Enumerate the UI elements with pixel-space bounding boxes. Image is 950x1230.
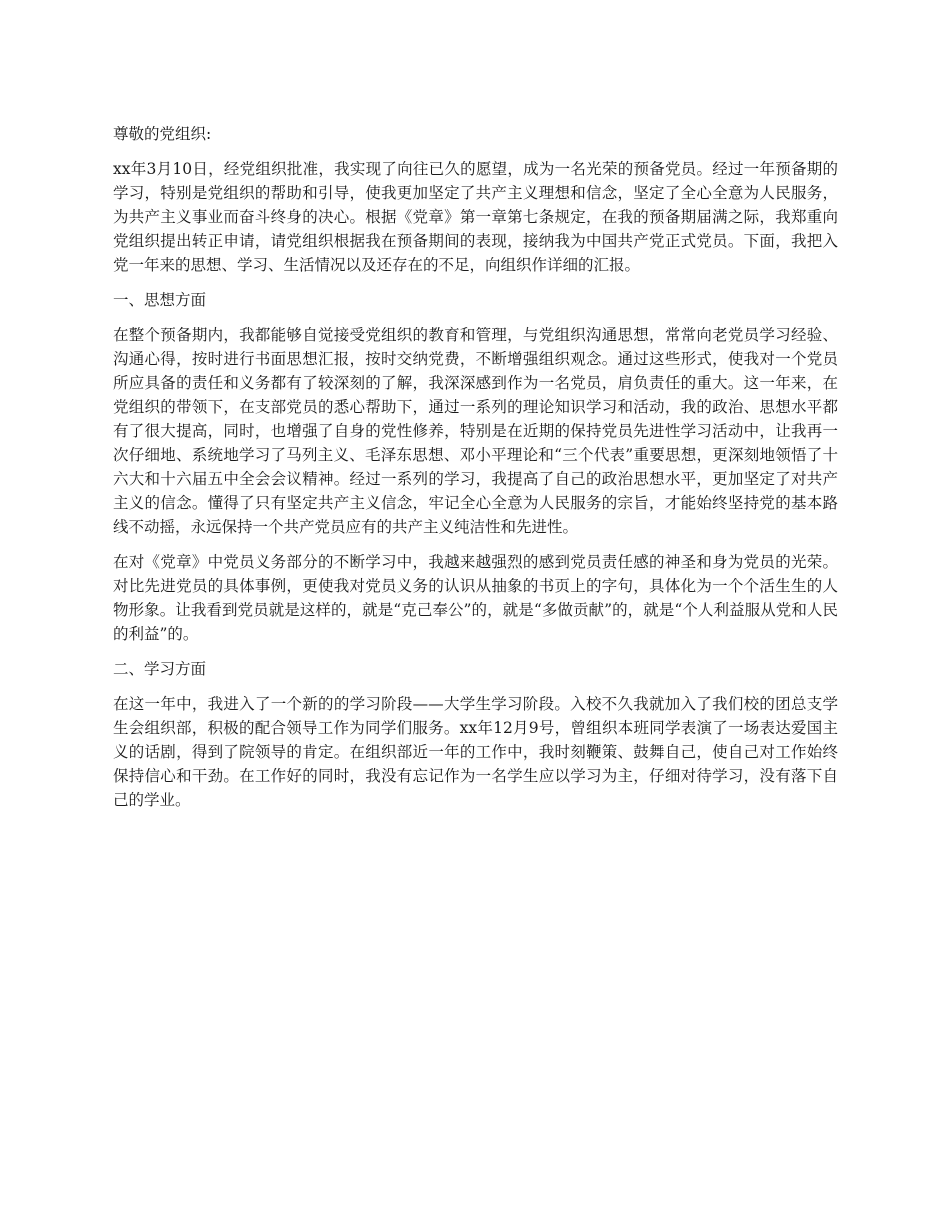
thought-paragraph-1: 在整个预备期内，我都能够自觉接受党组织的教育和管理，与党组织沟通思想，常常向老党员学习经验、沟通心得，按时进行书面思想汇报，按时交纳党费，不断增强组织观念。通过这些形式，使我对一个党员所应具备的责任和义务都有了较深刻的了解，我深深感到作为一名党员，肩负责任的重大。这一年来，在党组织的带领下，在支部党员的悉心帮助下，通过一系列的理论知识学习和活动，我的政治、思想水平都有了很大提高，同时，也增强了自身的党性修养，特别是在近期的保持党员先进性学习活动中，让我再一次仔细地、系统地学习了马列主义、毛泽东思想、邓小平理论和“三个代表”重要思想，更深刻地领悟了十六大和十六届五中全会会议精神。经过一系列的学习，我提高了自己的政治思想水平，更加坚定了对共产主义的信念。懂得了只有坚定共产主义信念，牢记全心全意为人民服务的宗旨，才能始终坚持党的基本路线不动摇，永远保持一个共产党员应有的共产主义纯洁性和先进性。	[113, 326, 838, 536]
study-paragraph-1: 在这一年中，我进入了一个新的的学习阶段——大学生学习阶段。入校不久我就加入了我们校的团总支学生会组织部，积极的配合领导工作为同学们服务。xx年12月9号，曾组织本班同学表演了一场表达爱国主义的话剧，得到了院领导的肯定。在组织部近一年的工作中，我时刻鞭策、鼓舞自己，使自己对工作始终保持信心和干劲。在工作好的同时，我没有忘记作为一名学生应以学习为主，仔细对待学习，没有落下自己的学业。	[113, 695, 838, 809]
section-heading-thought: 一、思想方面	[113, 291, 207, 309]
salutation: 尊敬的党组织:	[113, 125, 212, 143]
document-body	[113, 122, 838, 823]
thought-paragraph-2: 在对《党章》中党员义务部分的不断学习中，我越来越强烈的感到党员责任感的神圣和身为党员的光荣。对比先进党员的具体事例，更使我对党员义务的认识从抽象的书页上的字句，具体化为一个个活生生的人物形象。让我看到党员就是这样的，就是“克己奉公”的，就是“多做贡献”的，就是“个人利益服从党和人民的利益”的。	[113, 553, 838, 643]
section-heading-study: 二、学习方面	[113, 660, 207, 678]
intro-paragraph: xx年3月10日，经党组织批准，我实现了向往已久的愿望，成为一名光荣的预备党员。经过一年预备期的学习，特别是党组织的帮助和引导，使我更加坚定了共产主义理想和信念，坚定了全心全意为人民服务，为共产主义事业而奋斗终身的决心。根据《党章》第一章第七条规定，在我的预备期届满之际，我郑重向党组织提出转正申请，请党组织根据我在预备期间的表现，接纳我为中国共产党正式党员。下面，我把入党一年来的思想、学习、生活情况以及还存在的不足，向组织作详细的汇报。	[113, 160, 838, 274]
